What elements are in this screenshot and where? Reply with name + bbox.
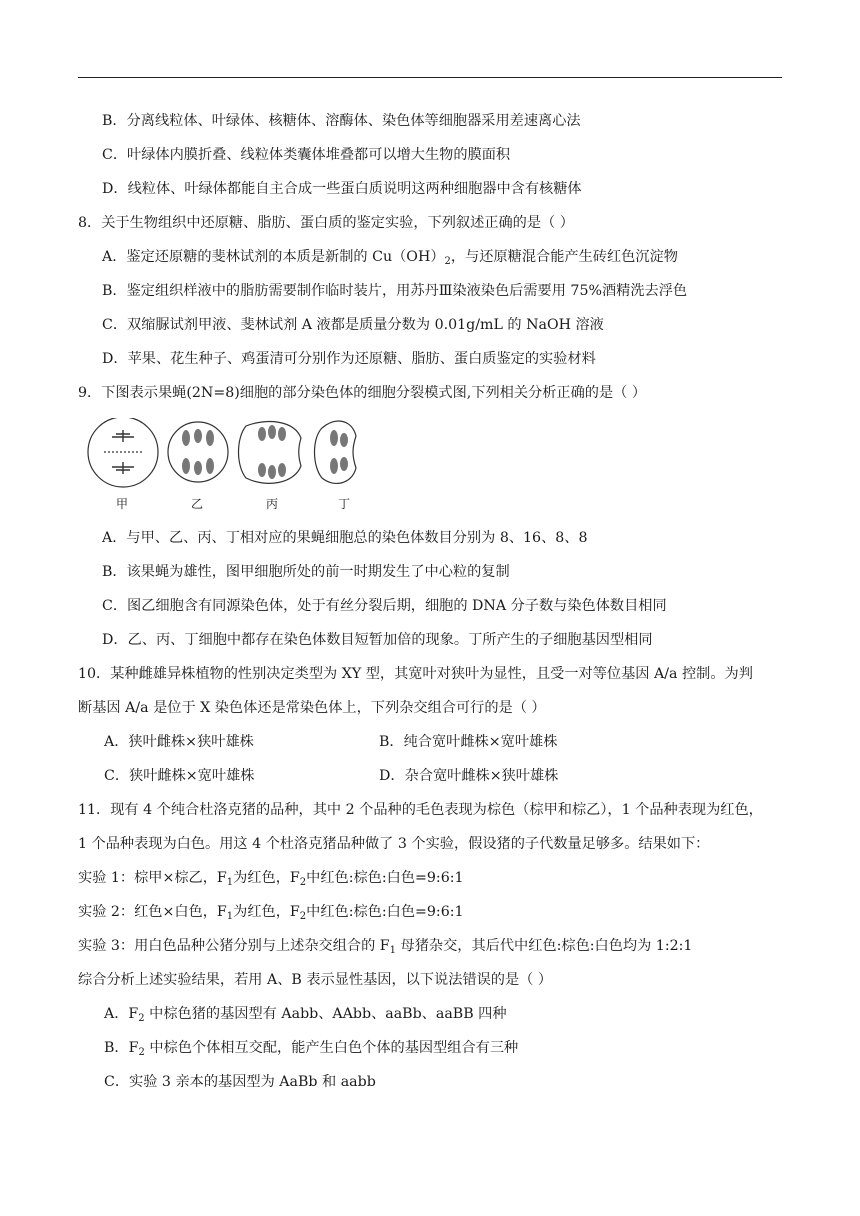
q11-option-b: B．$F_2$ 中棕色个体相互交配，能产生白色个体的基因型组合有三种 [104, 1040, 519, 1058]
q11-option-c: C．实验 3 亲本的基因型为 AaBb 和 aabb [104, 1074, 376, 1090]
q11-stem-line2: 1 个品种表现为白色。用这 4 个杜洛克猪品种做了 3 个实验，假设猪的子代数量足够多。结果如下： [78, 836, 710, 852]
q11-experiment-3: 实验 3：用白色品种公猪分别与上述杂交组合的 $F_1$ 母猪杂交，其后代中红色:棕色:白色均为 1:2:1 [78, 938, 693, 956]
q11-option-a: A．$F_2$ 中棕色猪的基因型有 Aabb、AAbb、aaBb、aaBB 四种 [104, 1006, 507, 1024]
q9-option-b: B．该果蝇为雄性，图甲细胞所处的前一时期发生了中心粒的复制 [102, 564, 510, 580]
q11-experiment-2: 实验 2：红色×白色，$F_1$为红色，$F_2$中红色:棕色:白色=9:6:1 [78, 904, 464, 922]
q9-option-c: C．图乙细胞含有同源染色体，处于有丝分裂后期，细胞的 DNA 分子数与染色体数目相同 [102, 598, 667, 614]
q10-option-c: C．狭叶雌株×宽叶雄株 [104, 768, 255, 784]
q9-option-d: D．乙、丙、丁细胞中都存在染色体数目短暂加倍的现象。丁所产生的子细胞基因型相同 [102, 632, 653, 648]
q8-stem: 8．关于生物组织中还原糖、脂肪、蛋白质的鉴定实验，下列叙述正确的是（ ） [78, 215, 574, 231]
q8-option-b: B．鉴定组织样液中的脂肪需要制作临时装片，用苏丹Ⅲ染液染色后需要用 75%酒精洗去浮色 [102, 283, 688, 299]
header-rule [78, 77, 782, 78]
q11-experiment-1: 实验 1：棕甲×棕乙，$F_1$为红色，$F_2$中红色:棕色:白色=9:6:1 [78, 870, 464, 888]
q10-stem-line2: 断基因 A/a 是位于 X 染色体还是常染色体上，下列杂交组合可行的是（ ） [78, 700, 546, 716]
q10-option-a: A．狭叶雌株×狭叶雄株 [104, 734, 254, 750]
q10-option-d: D．杂合宽叶雌株×狭叶雄株 [379, 768, 559, 784]
cell-division-figure [86, 418, 386, 511]
cell-division-diagram [86, 418, 386, 492]
cell-label-yi: 乙 [191, 497, 204, 511]
q8-option-a: A．鉴定还原糖的斐林试剂的本质是新制的 $Cu(OH)_2$，与还原糖混合能产生砖红色沉淀物 [102, 249, 678, 267]
q10-option-b: B．纯合宽叶雌株×宽叶雄株 [379, 734, 558, 750]
q11-ask: 综合分析上述实验结果，若用 A、B 表示显性基因，以下说法错误的是（ ） [78, 972, 553, 988]
cell-label-jia: 甲 [116, 497, 129, 511]
q8-option-c: C．双缩脲试剂甲液、斐林试剂 A 液都是质量分数为 0.01g/mL 的 NaOH 溶液 [102, 317, 604, 333]
cell-label-bing: 丙 [266, 497, 279, 511]
q11-stem-line1: 11．现有 4 个纯合杜洛克猪的品种，其中 2 个品种的毛色表现为棕色（棕甲和棕乙），1 个品种表现为红色， [78, 802, 763, 818]
q7-option-d: D．线粒体、叶绿体都能自主合成一些蛋白质说明这两种细胞器中含有核糖体 [102, 181, 582, 197]
cell-jia-chromosomes [104, 430, 142, 474]
q7-option-b: B．分离线粒体、叶绿体、核糖体、溶酶体、染色体等细胞器采用差速离心法 [102, 113, 581, 129]
q7-option-c: C．叶绿体内膜折叠、线粒体类囊体堆叠都可以增大生物的膜面积 [102, 147, 511, 163]
q9-option-a: A．与甲、乙、丙、丁相对应的果蝇细胞总的染色体数目分别为 8、16、8、8 [102, 530, 588, 546]
q8-option-d: D．苹果、花生种子、鸡蛋清可分别作为还原糖、脂肪、蛋白质鉴定的实验材料 [102, 351, 596, 367]
q9-stem: 9．下图表示果蝇(2N=8)细胞的部分染色体的细胞分裂模式图,下列相关分析正确的是（ ） [78, 385, 647, 401]
q10-stem-line1: 10．某种雌雄异株植物的性别决定类型为 XY 型，其宽叶对狭叶为显性，且受一对等位基因 A/a 控制。为判 [78, 666, 753, 682]
cell-label-ding: 丁 [338, 497, 351, 511]
